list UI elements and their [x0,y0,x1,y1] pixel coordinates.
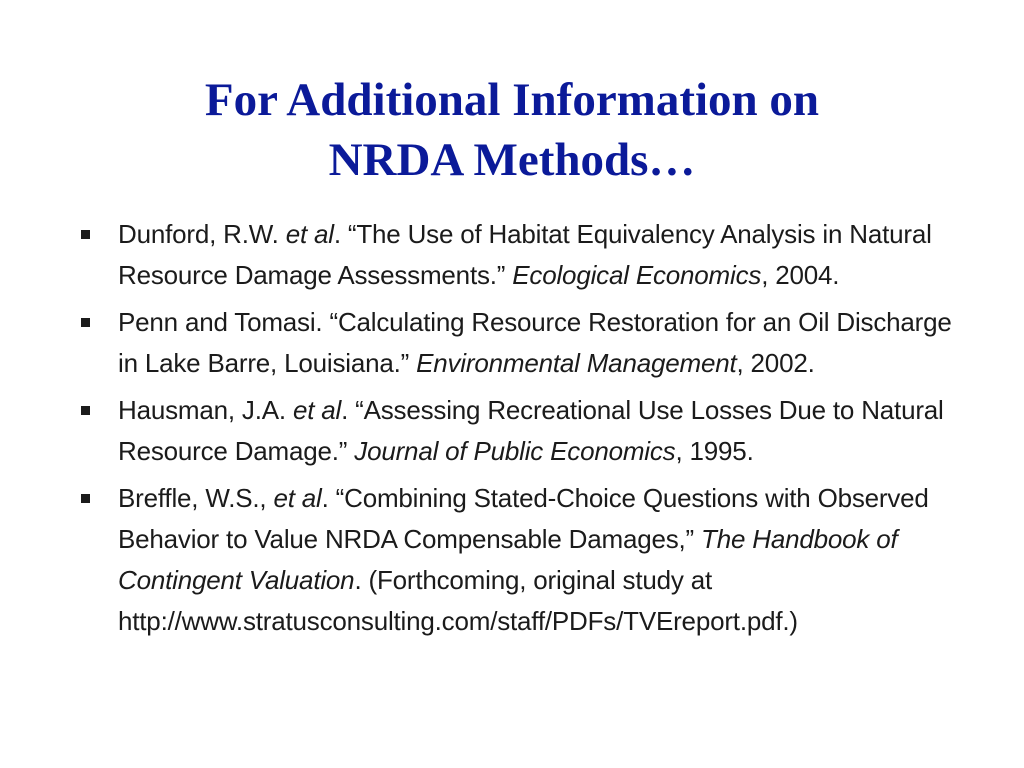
reference-journal: The Handbook of Contingent Valuation [118,524,898,595]
reference-et-al: et al [273,483,322,513]
reference-tail: , 2004. [761,260,840,290]
square-bullet-icon [81,318,90,327]
reference-title: . “Assessing Recreational Use Losses Due to Natural Resource Damage.” [118,395,944,466]
reference-authors: Breffle, W.S., [118,483,274,513]
square-bullet-icon [81,230,90,239]
reference-title: . “The Use of Habitat Equivalency Analysis in Natural Resource Damage Assessments.” [118,219,932,290]
reference-authors: Hausman, J.A. [118,395,293,425]
reference-journal: Journal of Public Economics [354,436,676,466]
slide-title-line-1: For Additional Information on [204,74,820,126]
reference-title: . “Combining Stated-Choice Questions with Observed Behavior to Value NRDA Compensable Damages,” [118,483,929,554]
slide-title [0,70,1024,190]
reference-journal: Ecological Economics [512,260,762,290]
reference-item-breffle [78,478,958,642]
reference-list [78,214,958,648]
reference-et-al: et al [292,395,342,425]
slide-title-line-2: NRDA Methods… [328,134,696,186]
reference-tail: , 1995. [675,436,754,466]
square-bullet-icon [81,406,90,415]
reference-authors: Dunford, R.W. [118,219,286,249]
square-bullet-icon [81,494,90,503]
reference-et-al: et al [285,219,334,249]
reference-tail: , 2002. [736,348,815,378]
reference-item-penn [78,302,958,384]
reference-journal: Environmental Management [416,348,737,378]
reference-item-dunford [78,214,958,296]
reference-title: “Calculating Resource Restoration for an Oil Discharge in Lake Barre, Louisiana.” [118,307,952,378]
reference-authors: Penn and Tomasi. [118,307,330,337]
reference-tail: . (Forthcoming, original study at http://www.stratusconsulting.com/staff/PDFs/TVEreport.pdf.) [118,565,798,636]
reference-item-hausman [78,390,958,472]
